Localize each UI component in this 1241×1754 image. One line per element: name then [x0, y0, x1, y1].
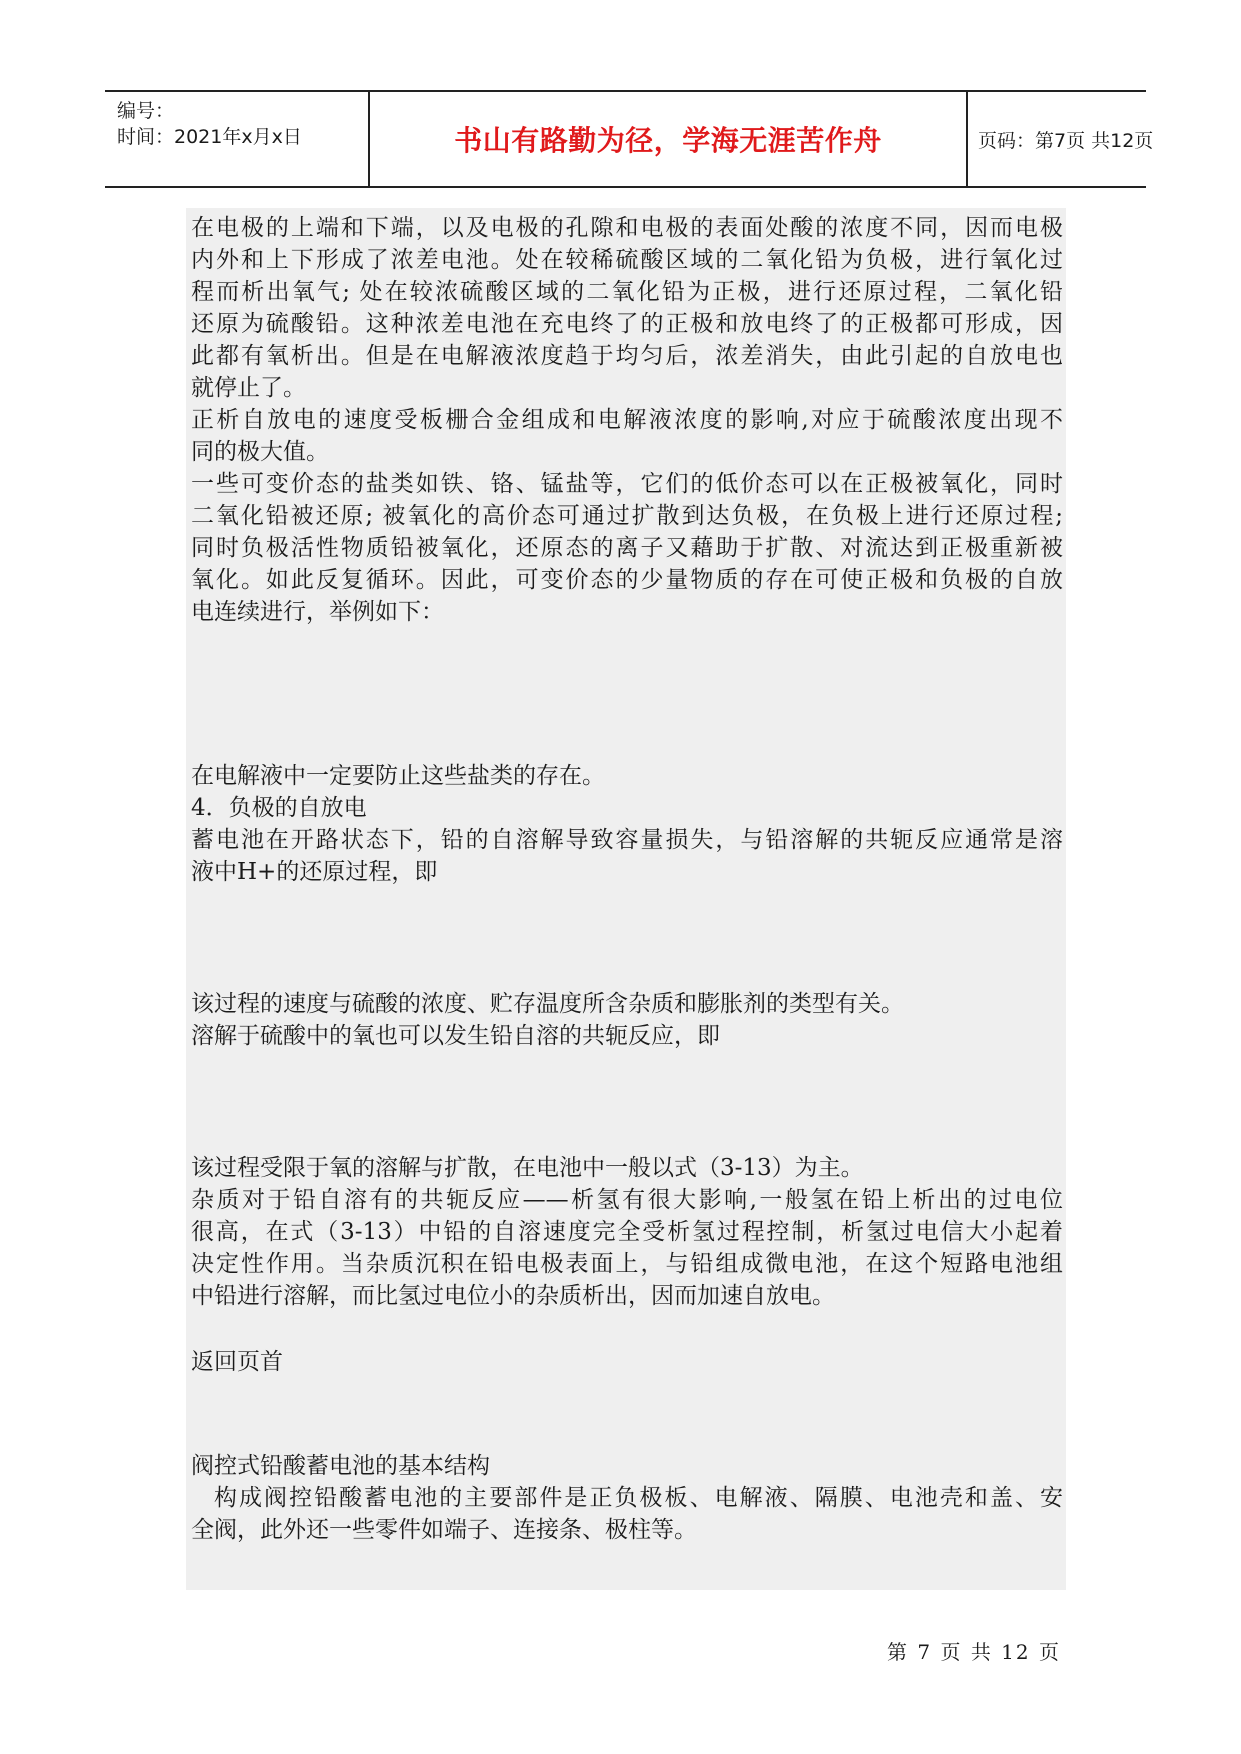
page-header [105, 90, 1154, 188]
page-footer-number: 第 7 页 共 12 页 [887, 1640, 1061, 1664]
body-line: 在电极的上端和下端，以及电极的孔隙和电极的表面处酸的浓度不同，因而电极 [191, 215, 1063, 241]
body-line: 就停止了。 [191, 375, 306, 401]
body-line: 在电解液中一定要防止这些盐类的存在。 [191, 763, 605, 789]
section-title-structure: 阀控式铅酸蓄电池的基本结构 [191, 1453, 490, 1479]
header-motto-cell [370, 92, 968, 186]
document-body [186, 208, 1066, 1590]
body-line: 蓄电池在开路状态下，铅的自溶解导致容量损失，与铅溶解的共轭反应通常是溶 [191, 827, 1063, 853]
body-line: 杂质对于铅自溶有的共轭反应——析氢有很大影响,一般氢在铅上析出的过电位 [191, 1187, 1063, 1213]
document-number-label: 编号： [117, 100, 175, 122]
body-line: 正析自放电的速度受板栅合金组成和电解液浓度的影响,对应于硫酸浓度出现不 [191, 407, 1063, 433]
body-line: 氧化。如此反复循环。因此，可变价态的少量物质的存在可使正极和负极的自放 [191, 567, 1063, 593]
body-line: 决定性作用。当杂质沉积在铅电极表面上，与铅组成微电池，在这个短路电池组 [191, 1251, 1063, 1277]
body-line: 该过程的速度与硫酸的浓度、贮存温度所含杂质和膨胀剂的类型有关。 [191, 991, 904, 1017]
body-line: 程而析出氧气; 处在较浓硫酸区域的二氧化铅为正极，进行还原过程，二氧化铅 [191, 279, 1063, 305]
body-line: 电连续进行，举例如下： [191, 599, 444, 625]
body-line: 液中H+的还原过程，即 [191, 859, 438, 885]
body-line: 构成阀控铅酸蓄电池的主要部件是正负极板、电解液、隔膜、电池壳和盖、安 [214, 1485, 1063, 1511]
body-line: 此都有氧析出。但是在电解液浓度趋于均匀后，浓差消失，由此引起的自放电也 [191, 343, 1063, 369]
body-line: 内外和上下形成了浓差电池。处在较稀硫酸区域的二氧化铅为负极，进行氧化过 [191, 247, 1063, 273]
body-line: 该过程受限于氧的溶解与扩散，在电池中一般以式（3-13）为主。 [191, 1155, 864, 1181]
body-line: 很高，在式（3-13）中铅的自溶速度完全受析氢过程控制，析氢过电信大小起着 [191, 1219, 1063, 1245]
body-line: 同的极大值。 [191, 439, 329, 465]
body-line: 溶解于硫酸中的氧也可以发生铅自溶的共轭反应，即 [191, 1023, 720, 1049]
header-meta-cell [105, 92, 370, 186]
document-time-label: 时间：2021年x月x日 [117, 126, 302, 148]
header-page-info: 页码：第7页 共12页 [978, 129, 1154, 152]
back-to-top-link[interactable]: 返回页首 [191, 1349, 283, 1375]
body-line: 全阀，此外还一些零件如端子、连接条、极柱等。 [191, 1517, 697, 1543]
section-heading-negative-discharge: 4．负极的自放电 [191, 795, 367, 821]
body-line: 同时负极活性物质铅被氧化，还原态的离子又藉助于扩散、对流达到正极重新被 [191, 535, 1063, 561]
body-line: 还原为硫酸铅。这种浓差电池在充电终了的正极和放电终了的正极都可形成，因 [191, 311, 1063, 337]
header-motto: 书山有路勤为径，学海无涯苦作舟 [454, 124, 882, 157]
header-page-cell [968, 92, 1154, 186]
body-line: 中铅进行溶解，而比氢过电位小的杂质析出，因而加速自放电。 [191, 1283, 835, 1309]
body-line: 一些可变价态的盐类如铁、铬、锰盐等，它们的低价态可以在正极被氧化，同时 [191, 471, 1063, 497]
body-line: 二氧化铅被还原; 被氧化的高价态可通过扩散到达负极，在负极上进行还原过程; [191, 503, 1063, 529]
